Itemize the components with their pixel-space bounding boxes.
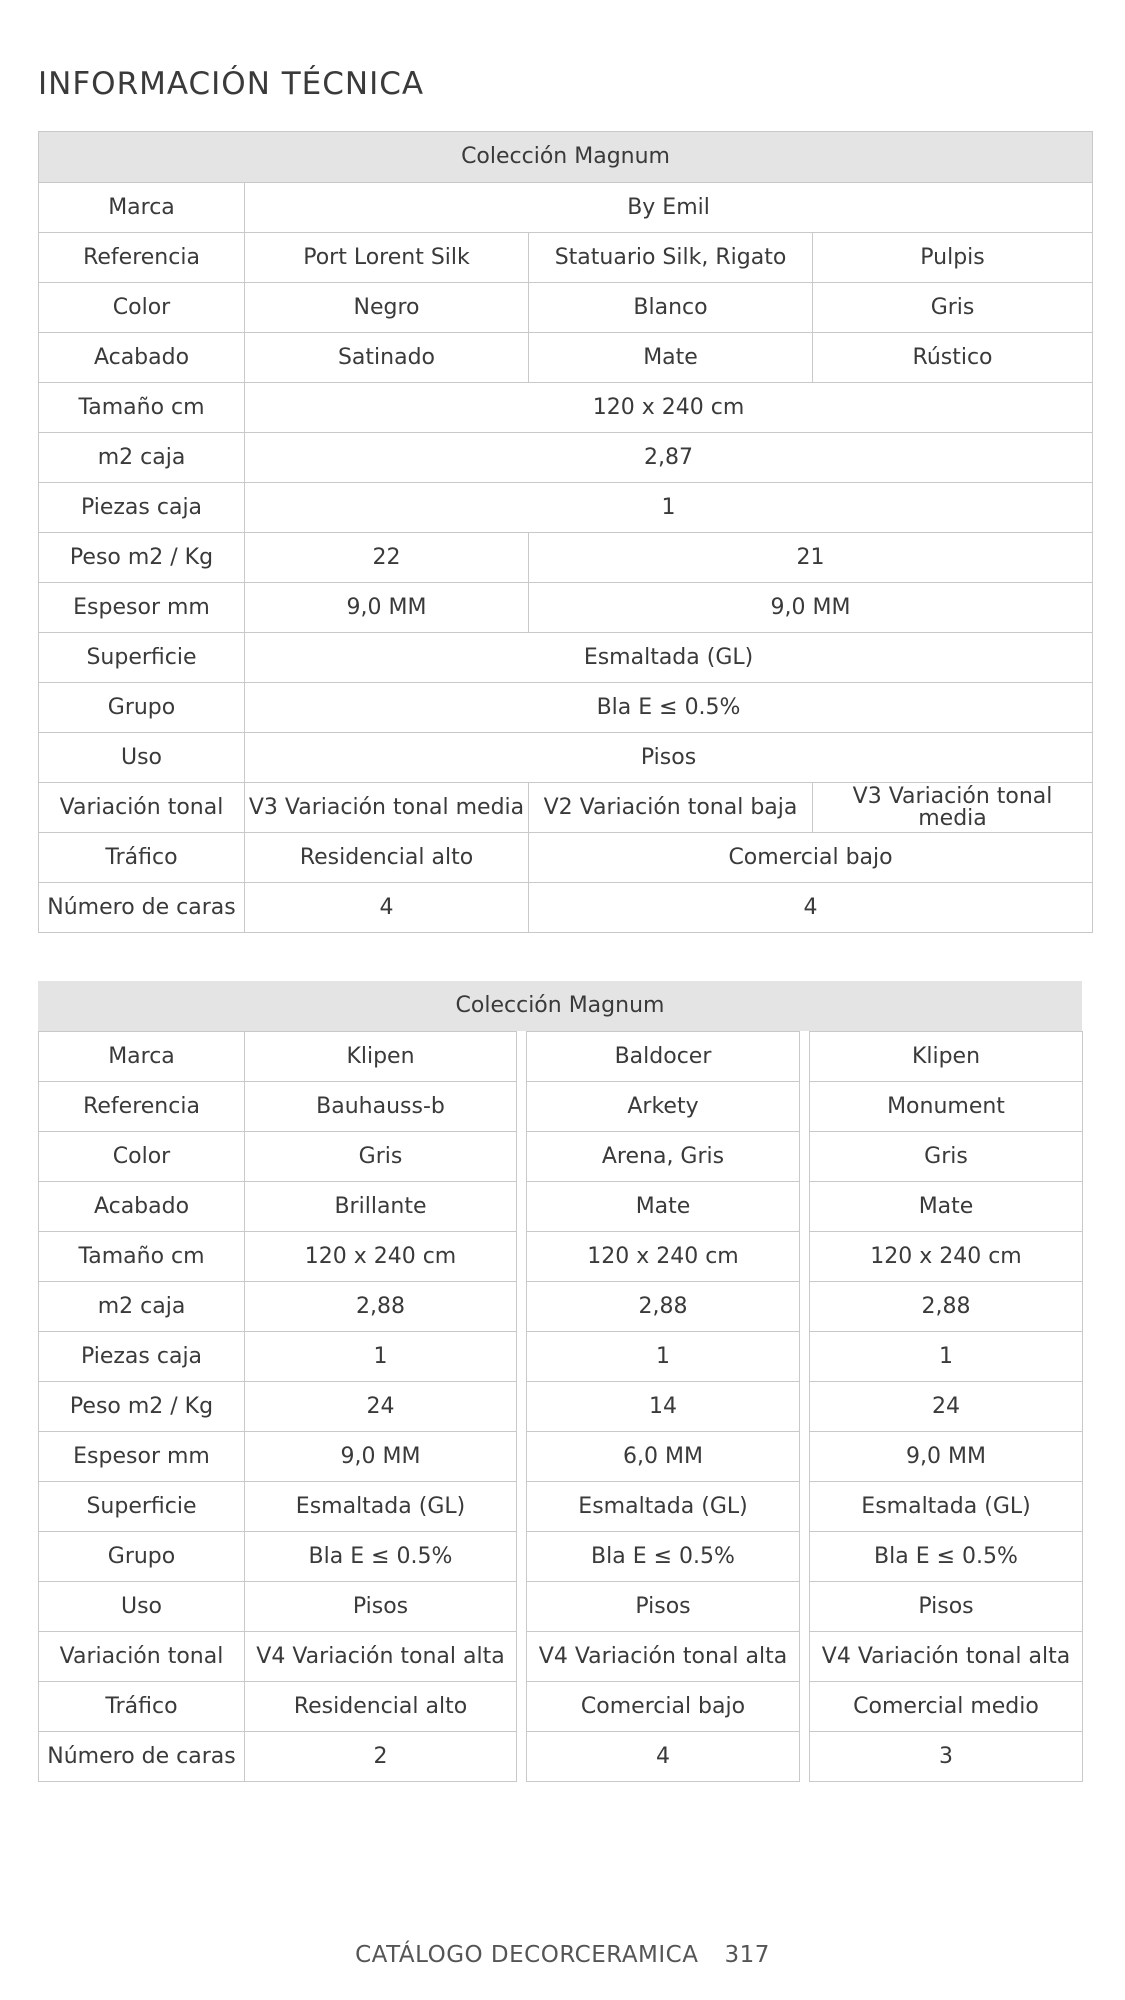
cell: Arena, Gris: [527, 1132, 800, 1182]
table-row: [39, 1532, 517, 1582]
cell: 9,0 MM: [810, 1432, 1083, 1482]
row-label: Grupo: [39, 683, 245, 733]
row-label: Acabado: [39, 1182, 245, 1232]
cell: 2,88: [245, 1282, 517, 1332]
cell: 24: [245, 1382, 517, 1432]
table-row: [810, 1432, 1083, 1482]
row-label: Superficie: [39, 1482, 245, 1532]
row-label: Grupo: [39, 1532, 245, 1582]
table-row: [39, 283, 1093, 333]
row-label: Peso m2 / Kg: [39, 1382, 245, 1432]
table-row: [527, 1282, 800, 1332]
row-label: m2 caja: [39, 1282, 245, 1332]
table-2-header: Colección Magnum: [38, 981, 1082, 1031]
row-label: Espesor mm: [39, 583, 245, 633]
spec-table-2: [38, 981, 1082, 1769]
page-footer: [0, 1942, 1125, 1968]
table-row: [527, 1632, 800, 1682]
cell: Esmaltada (GL): [245, 1482, 517, 1532]
table-row: [810, 1232, 1083, 1282]
cell: 9,0 MM: [245, 1432, 517, 1482]
cell: Pulpis: [813, 233, 1093, 283]
table-row: [810, 1732, 1083, 1782]
cell: Pisos: [245, 733, 1093, 783]
table-row: [810, 1032, 1083, 1082]
table-row: [39, 1182, 517, 1232]
table-row: [810, 1632, 1083, 1682]
cell: Mate: [810, 1182, 1083, 1232]
row-label: Referencia: [39, 1082, 245, 1132]
row-label: Marca: [39, 1032, 245, 1082]
cell: 4: [245, 883, 529, 933]
cell: Statuario Silk, Rigato: [529, 233, 813, 283]
row-label: Número de caras: [39, 883, 245, 933]
cell: Gris: [810, 1132, 1083, 1182]
cell: V3 Variación tonal media: [813, 783, 1093, 833]
table-row: [39, 383, 1093, 433]
cell: Satinado: [245, 333, 529, 383]
row-label: Variación tonal: [39, 1632, 245, 1682]
cell: 24: [810, 1382, 1083, 1432]
table-row: [527, 1582, 800, 1632]
cell: Blanco: [529, 283, 813, 333]
cell: 1: [810, 1332, 1083, 1382]
table-row: [39, 583, 1093, 633]
table-row: [39, 1132, 517, 1182]
table-row: [39, 333, 1093, 383]
cell: 6,0 MM: [527, 1432, 800, 1482]
table-row: [527, 1532, 800, 1582]
cell: 2: [245, 1732, 517, 1782]
table-row: [39, 1082, 517, 1132]
table-row: [527, 1132, 800, 1182]
row-label: Piezas caja: [39, 1332, 245, 1382]
table-row: [39, 1682, 517, 1732]
cell: 9,0 MM: [245, 583, 529, 633]
cell: Klipen: [245, 1032, 517, 1082]
table-row: [39, 433, 1093, 483]
table-row: [527, 1032, 800, 1082]
cell: 120 x 240 cm: [245, 1232, 517, 1282]
cell: Residencial alto: [245, 1682, 517, 1732]
table-row: [39, 1432, 517, 1482]
cell: Pisos: [245, 1582, 517, 1632]
cell: 120 x 240 cm: [245, 383, 1093, 433]
table-row: [810, 1482, 1083, 1532]
row-label: Tráfico: [39, 1682, 245, 1732]
cell: Comercial bajo: [529, 833, 1093, 883]
table-row: [39, 683, 1093, 733]
cell: Comercial bajo: [527, 1682, 800, 1732]
table-row: [527, 1482, 800, 1532]
table-row: [39, 1232, 517, 1282]
cell: Pisos: [527, 1582, 800, 1632]
table-row: [810, 1582, 1083, 1632]
table-row: [810, 1182, 1083, 1232]
cell: V4 Variación tonal alta: [245, 1632, 517, 1682]
table-row: [39, 1032, 517, 1082]
cell: Rústico: [813, 333, 1093, 383]
table-row: [39, 233, 1093, 283]
row-label: Tráfico: [39, 833, 245, 883]
row-label: Marca: [39, 183, 245, 233]
table-row: [527, 1332, 800, 1382]
cell: 3: [810, 1732, 1083, 1782]
table-row: [39, 183, 1093, 233]
cell: Gris: [813, 283, 1093, 333]
table-row: [39, 733, 1093, 783]
cell: 9,0 MM: [529, 583, 1093, 633]
table-row: [527, 1082, 800, 1132]
table-row: [39, 883, 1093, 933]
cell: 1: [245, 1332, 517, 1382]
cell: V2 Variación tonal baja: [529, 783, 813, 833]
table-row: [39, 833, 1093, 883]
table-2-block-klipen-monument: [809, 1031, 1083, 1782]
row-label: Superficie: [39, 633, 245, 683]
table-row: [527, 1182, 800, 1232]
cell: Bla E ≤ 0.5%: [527, 1532, 800, 1582]
cell: Pisos: [810, 1582, 1083, 1632]
cell: 1: [245, 483, 1093, 533]
table-2-block-klipen-bauhauss: [38, 1031, 517, 1782]
table-row: [39, 1482, 517, 1532]
spec-table-1: [38, 131, 1092, 933]
table-row: [810, 1682, 1083, 1732]
row-label: Tamaño cm: [39, 383, 245, 433]
table-row: [39, 1332, 517, 1382]
cell: Bla E ≤ 0.5%: [245, 683, 1093, 733]
table-row: [810, 1082, 1083, 1132]
cell: Esmaltada (GL): [527, 1482, 800, 1532]
row-label: Color: [39, 283, 245, 333]
cell: Gris: [245, 1132, 517, 1182]
table-row: [527, 1232, 800, 1282]
cell: Bauhauss-b: [245, 1082, 517, 1132]
cell: Klipen: [810, 1032, 1083, 1082]
cell: Baldocer: [527, 1032, 800, 1082]
cell: 1: [527, 1332, 800, 1382]
cell: V4 Variación tonal alta: [527, 1632, 800, 1682]
table-row: [527, 1682, 800, 1732]
cell: V4 Variación tonal alta: [810, 1632, 1083, 1682]
table-row: [810, 1382, 1083, 1432]
cell: Brillante: [245, 1182, 517, 1232]
table-row: [810, 1332, 1083, 1382]
row-label: Espesor mm: [39, 1432, 245, 1482]
table-row: [39, 1632, 517, 1682]
table-row: [39, 1732, 517, 1782]
cell: 120 x 240 cm: [810, 1232, 1083, 1282]
row-label: Número de caras: [39, 1732, 245, 1782]
cell: 22: [245, 533, 529, 583]
row-label: Piezas caja: [39, 483, 245, 533]
cell: Mate: [529, 333, 813, 383]
table-row: [39, 1382, 517, 1432]
table-row: [810, 1532, 1083, 1582]
row-label: Uso: [39, 733, 245, 783]
row-label: Variación tonal: [39, 783, 245, 833]
cell: Monument: [810, 1082, 1083, 1132]
table-row: [39, 633, 1093, 683]
cell: 2,88: [810, 1282, 1083, 1332]
cell: Bla E ≤ 0.5%: [245, 1532, 517, 1582]
cell: Negro: [245, 283, 529, 333]
page-title: INFORMACIÓN TÉCNICA: [38, 66, 425, 102]
cell: Esmaltada (GL): [810, 1482, 1083, 1532]
cell: Mate: [527, 1182, 800, 1232]
cell: 4: [527, 1732, 800, 1782]
cell: By Emil: [245, 183, 1093, 233]
table-row: [39, 783, 1093, 833]
table-row: [39, 1582, 517, 1632]
table-1-header: Colección Magnum: [39, 132, 1093, 183]
cell: V3 Variación tonal media: [245, 783, 529, 833]
cell: 120 x 240 cm: [527, 1232, 800, 1282]
row-label: Tamaño cm: [39, 1232, 245, 1282]
cell: Residencial alto: [245, 833, 529, 883]
catalog-name: CATÁLOGO DECORCERAMICA: [355, 1942, 699, 1968]
table-row: [39, 1282, 517, 1332]
table-row: [39, 483, 1093, 533]
row-label: Acabado: [39, 333, 245, 383]
cell: Esmaltada (GL): [245, 633, 1093, 683]
table-row: [810, 1282, 1083, 1332]
cell: Port Lorent Silk: [245, 233, 529, 283]
row-label: Uso: [39, 1582, 245, 1632]
table-row: [527, 1732, 800, 1782]
page-number: 317: [724, 1942, 770, 1968]
table-row: [39, 533, 1093, 583]
row-label: m2 caja: [39, 433, 245, 483]
table-row: [527, 1382, 800, 1432]
cell: Arkety: [527, 1082, 800, 1132]
row-label: Referencia: [39, 233, 245, 283]
cell: 21: [529, 533, 1093, 583]
cell: 4: [529, 883, 1093, 933]
row-label: Peso m2 / Kg: [39, 533, 245, 583]
table-row: [527, 1432, 800, 1482]
cell: 14: [527, 1382, 800, 1432]
table-2-block-baldocer: [526, 1031, 800, 1782]
cell: 2,88: [527, 1282, 800, 1332]
row-label: Color: [39, 1132, 245, 1182]
cell: 2,87: [245, 433, 1093, 483]
cell: Bla E ≤ 0.5%: [810, 1532, 1083, 1582]
cell: Comercial medio: [810, 1682, 1083, 1732]
table-row: [810, 1132, 1083, 1182]
